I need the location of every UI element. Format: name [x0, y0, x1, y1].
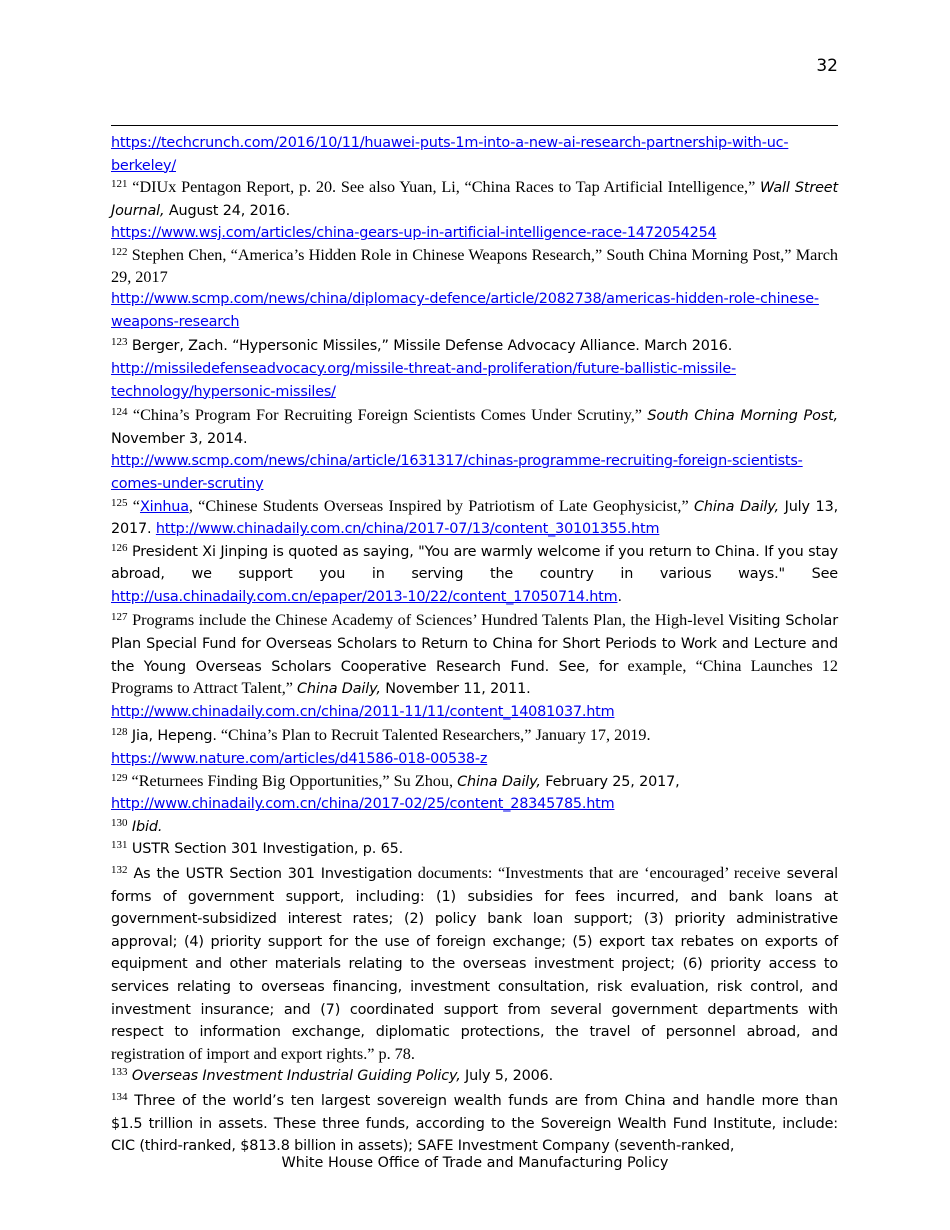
footnote-121: $^{121}$ “DIUx Pentagon Report, p. 20. See also Yuan, Li, “China Races to Tap Artificial Intelligence,” Wall Street Journal, August 24, 2016. https://www.wsj.com/articles/china-gears-up-in-artificial-intelligence-race-1472054254	[111, 178, 838, 242]
footnote-number: 127	[111, 611, 128, 624]
footnote-number: 131	[111, 839, 128, 852]
publication-title: Overseas Investment Industrial Guiding Policy,	[127, 1068, 461, 1085]
footnote-127-link[interactable]: http://www.chinadaily.com.cn/china/2011-11/11/content_14081037.htm	[111, 703, 615, 720]
footnote-124: $^{124}$ “China’s Program For Recruiting Foreign Scientists Comes Under Scrutiny,” South China Morning Post, November 3, 2014. http://www.scmp.com/news/china/article/1631317/chinas-programme-recruiting-foreign-scientists-comes-under-scrutiny	[111, 406, 838, 492]
footnote-133: $^{133}$ Overseas Investment Industrial Guiding Policy, July 5, 2006.	[111, 1066, 554, 1085]
footnote-number: 124	[111, 406, 128, 419]
footnote-129-link[interactable]: http://www.chinadaily.com.cn/china/2017-02/25/content_28345785.htm	[111, 796, 615, 813]
publication-title: China Daily,	[457, 773, 541, 790]
footnote-number: 134	[111, 1090, 128, 1103]
footnote-number: 129	[111, 771, 128, 784]
footnote-number: 132	[111, 864, 128, 876]
footnote-128: $^{128}$ Jia, Hepeng. “China’s Plan to Recruit Talented Researchers,” January 17, 2019. https://www.nature.com/articles/d41586-018-00538-z	[111, 726, 651, 768]
footnote-132: $^{132}$ As the USTR Section 301 Investigation documents: “Investments that are ‘encouraged’ receive several forms of government support, including: (1) subsidies for fees incurred, and bank loans at government-subsidized interest rates; (2) policy bank loan support; (3) priority administrative approval; (4) priority support for the use of foreign exchange; (5) export tax rebates on exports of equipment and other materials relating to the overseas investment project; (6) priority access to services relating to overseas financing, investment consultation, risk evaluation, risk control, and investment insurance; and (7) coordinated support from several government departments with respect to information exchange, diplomatic protections, the travel of personnel abroad, and registration of import and export rights.” p. 78.	[111, 864, 838, 1063]
footnote-number: 122	[111, 245, 128, 258]
publication-title: Wall Street Journal,	[111, 180, 838, 219]
publication-title: China Daily,	[297, 681, 381, 698]
footnote-123-link[interactable]: http://missiledefenseadvocacy.org/missile-threat-and-proliferation/future-ballistic-missile-technology/hypersonic-missiles/	[111, 360, 736, 400]
footnote-128-link[interactable]: https://www.nature.com/articles/d41586-018-00538-z	[111, 751, 488, 768]
footnote-number: 121	[111, 178, 128, 191]
footnote-number: 133	[111, 1066, 128, 1079]
publication-title: China Daily,	[693, 498, 779, 515]
footnote-131: $^{131}$ USTR Section 301 Investigation, p. 65.	[111, 839, 404, 858]
footnote-number: 125	[111, 496, 128, 509]
footnote-122-link[interactable]: http://www.scmp.com/news/china/diplomacy-defence/article/2082738/americas-hidden-role-chinese-weapons-research	[111, 291, 819, 330]
xinhua-link[interactable]: Xinhua	[139, 498, 189, 515]
footnote-number: 126	[111, 541, 128, 554]
footnote-134: $^{134}$ Three of the world’s ten largest sovereign wealth funds are from China and handle more than $1.5 trillion in assets. These three funds, according to the Sovereign Wealth Fund Institute, include: CIC (third-ranked, $813.8 billion in assets); SAFE Investment Company (seventh-ranked,	[111, 1090, 838, 1155]
footnote-separator	[111, 125, 838, 126]
footnote-125-link[interactable]: http://www.chinadaily.com.cn/china/2017-07/13/content_30101355.htm	[155, 521, 660, 538]
footnote-number: 128	[111, 726, 128, 739]
footnote-130: $^{130}$ Ibid.	[111, 816, 163, 835]
footnote-121-link[interactable]: https://www.wsj.com/articles/china-gears-up-in-artificial-intelligence-race-1472054254	[111, 225, 717, 242]
footnotes	[111, 132, 838, 1158]
footnote-number: 123	[111, 336, 128, 349]
page-number: 32	[816, 56, 838, 76]
footnote-127: $^{127}$ Programs include the Chinese Academy of Sciences’ Hundred Talents Plan, the High-level Visiting Scholar Plan Special Fund for Overseas Scholars to Return to China for Short Periods to Work and Lecture and the Young Overseas Scholars Cooperative Research Fund. See, for example, “China Launches 12 Programs to Attract Talent,” China Daily, November 11, 2011. http://www.chinadaily.com.cn/china/2011-11/11/content_14081037.htm	[111, 611, 838, 720]
footnote-120	[111, 132, 838, 177]
page-footer: White House Office of Trade and Manufacturing Policy	[281, 1155, 669, 1171]
footnote-number: 130	[111, 816, 128, 829]
footnote-124-link[interactable]: http://www.scmp.com/news/china/article/1631317/chinas-programme-recruiting-foreign-scientists-comes-under-scrutiny	[111, 453, 803, 492]
footnote-122: $^{122}$ Stephen Chen, “America’s Hidden Role in Chinese Weapons Research,” South China Morning Post,” March 29, 2017 http://www.scmp.com/news/china/diplomacy-defence/article/2082738/americas-hidden-role-chinese-weapons-research	[111, 245, 838, 330]
footnote-125: $^{125}$ “Xinhua, “Chinese Students Overseas Inspired by Patriotism of Late Geophysicist,” China Daily, July 13, 2017. http://www.chinadaily.com.cn/china/2017-07/13/content_30101355.htm	[111, 496, 838, 538]
footnote-123: $^{123}$ Berger, Zach. “Hypersonic Missiles,” Missile Defense Advocacy Alliance. March 2016. http://missiledefenseadvocacy.org/missile-threat-and-proliferation/future-ballistic-missile-technology/hypersonic-missiles/	[111, 336, 736, 400]
footnote-120-link[interactable]: https://techcrunch.com/2016/10/11/huawei-puts-1m-into-a-new-ai-research-partnership-with-uc-berkeley/	[111, 135, 789, 174]
footnote-126-link[interactable]: http://usa.chinadaily.com.cn/epaper/2013-10/22/content_17050714.htm	[111, 588, 618, 605]
publication-title: South China Morning Post,	[647, 408, 838, 425]
footnote-129: $^{129}$ “Returnees Finding Big Opportunities,” Su Zhou, China Daily, February 25, 2017, http://www.chinadaily.com.cn/china/2017-02/25/content_28345785.htm	[111, 771, 680, 813]
footnote-126: $^{126}$ President Xi Jinping is quoted as saying, "You are warmly welcome if you return to China. If you stay abroad, we support you in serving the country in various ways." See http://usa.chinadaily.com.cn/epaper/2013-10/22/content_17050714.htm.	[111, 541, 838, 605]
